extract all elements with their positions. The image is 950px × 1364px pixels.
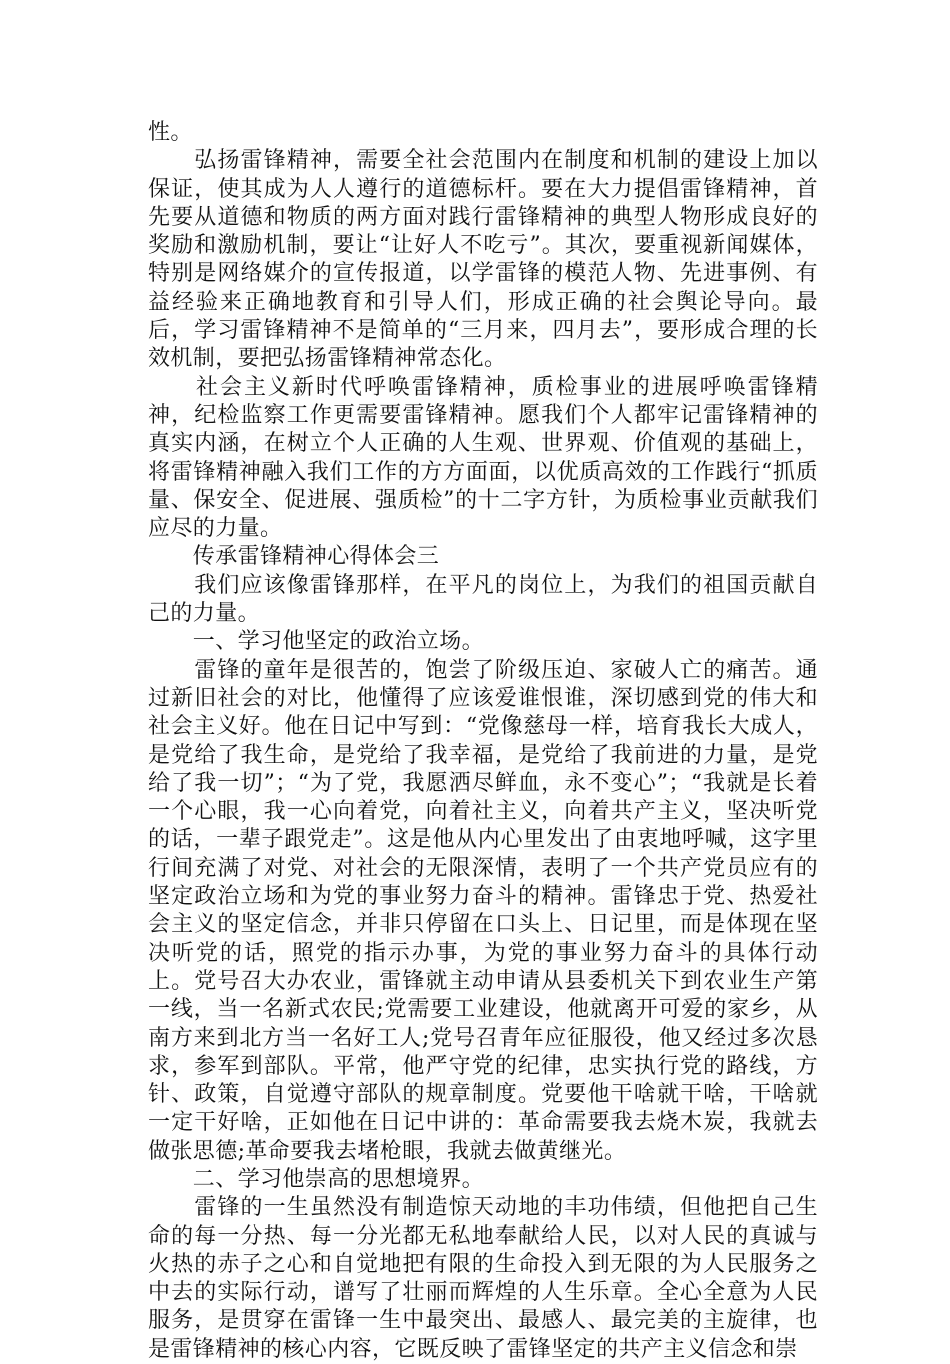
paragraph-ideological-realm: 雷锋的一生虽然没有制造惊天动地的丰功伟绩，但他把自己生命的每一分热、每一分光都无私地奉献给人民，以对人民的真诚与火热的赤子之心和自觉地把有限的生命投入到无限的为人民服务之中去的实际行动，谱写了壮丽而辉煌的人生乐章。全心全意为人民服务，是贯穿在雷锋一生中最突出、最感人、最完美的主旋律，也是雷锋精神的核心内容，它既反映了雷锋坚定的共产主义信念和崇 [148,1195,818,1362]
subheading-political-stance: 一、学习他坚定的政治立场。 [148,629,485,655]
section-heading: 传承雷锋精神心得体会三 [148,544,440,570]
paragraph-intro: 我们应该像雷锋那样，在平凡的岗位上，为我们的祖国贡献自己的力量。 [148,572,818,627]
paragraph-continuation: 性。 [148,120,193,145]
paragraph-political-stance: 雷锋的童年是很苦的，饱尝了阶级压迫、家破人亡的痛苦。通过新旧社会的对比，他懂得了应该爱谁恨谁，深切感到党的伟大和社会主义好。他在日记中写到：“党像慈母一样，培育我长大成人，是党给了我生命，是党给了我幸福，是党给了我前进的力量，是党给了我一切”；“为了党，我愿洒尽鲜血，永不变心”；“我就是长着一个心眼，我一心向着党，向着社主义，向着共产主义，坚决听党的话，一辈子跟党走”。这是他从内心里发出了由衷地呼喊，这字里行间充满了对党、对社会的无限深情，表明了一个共产党员应有的坚定政治立场和为党的事业努力奋斗的精神。雷锋忠于党、热爱社会主义的坚定信念，并非只停留在口头上、日记里，而是体现在坚决听党的话，照党的指示办事，为党的事业努力奋斗的具体行动上。党号召大办农业，雷锋就主动申请从县委机关下到农业生产第一线，当一名新式农民;党需要工业建设，他就离开可爱的家乡，从南方来到北方当一名好工人;党号召青年应征服役，他又经过多次恳求，参军到部队。平常，他严守党的纪律，忠实执行党的路线，方针、政策，自觉遵守部队的规章制度。党要他干啥就干啥，干啥就一定干好啥，正如他在日记中讲的：革命需要我去烧木炭，我就去做张思德;革命要我去堵枪眼，我就去做黄继光。 [148,657,818,1164]
document-body [148,119,818,1364]
paragraph-institution: 弘扬雷锋精神，需要全社会范围内在制度和机制的建设上加以保证，使其成为人人遵行的道德标杆。要在大力提倡雷锋精神，首先要从道德和物质的两方面对践行雷锋精神的典型人物形成良好的奖励和激励机制，要让“让好人不吃亏”。其次，要重视新闻媒体，特别是网络媒介的宣传报道，以学雷锋的模范人物、先进事例、有益经验来正确地教育和引导人们，形成正确的社会舆论导向。最后，学习雷锋精神不是简单的“三月来，四月去”，要形成合理的长效机制，要把弘扬雷锋精神常态化。 [148,148,818,372]
paragraph-new-era: 社会主义新时代呼唤雷锋精神，质检事业的进展呼唤雷锋精神，纪检监察工作更需要雷锋精神。愿我们个人都牢记雷锋精神的真实内涵，在树立个人正确的人生观、世界观、价值观的基础上，将雷锋精神融入我们工作的方方面面，以优质高效的工作践行“抓质量、保安全、促进展、强质检”的十二字方针，为质检事业贡献我们应尽的力量。 [148,374,818,542]
subheading-ideological-realm: 二、学习他崇高的思想境界。 [148,1166,485,1192]
